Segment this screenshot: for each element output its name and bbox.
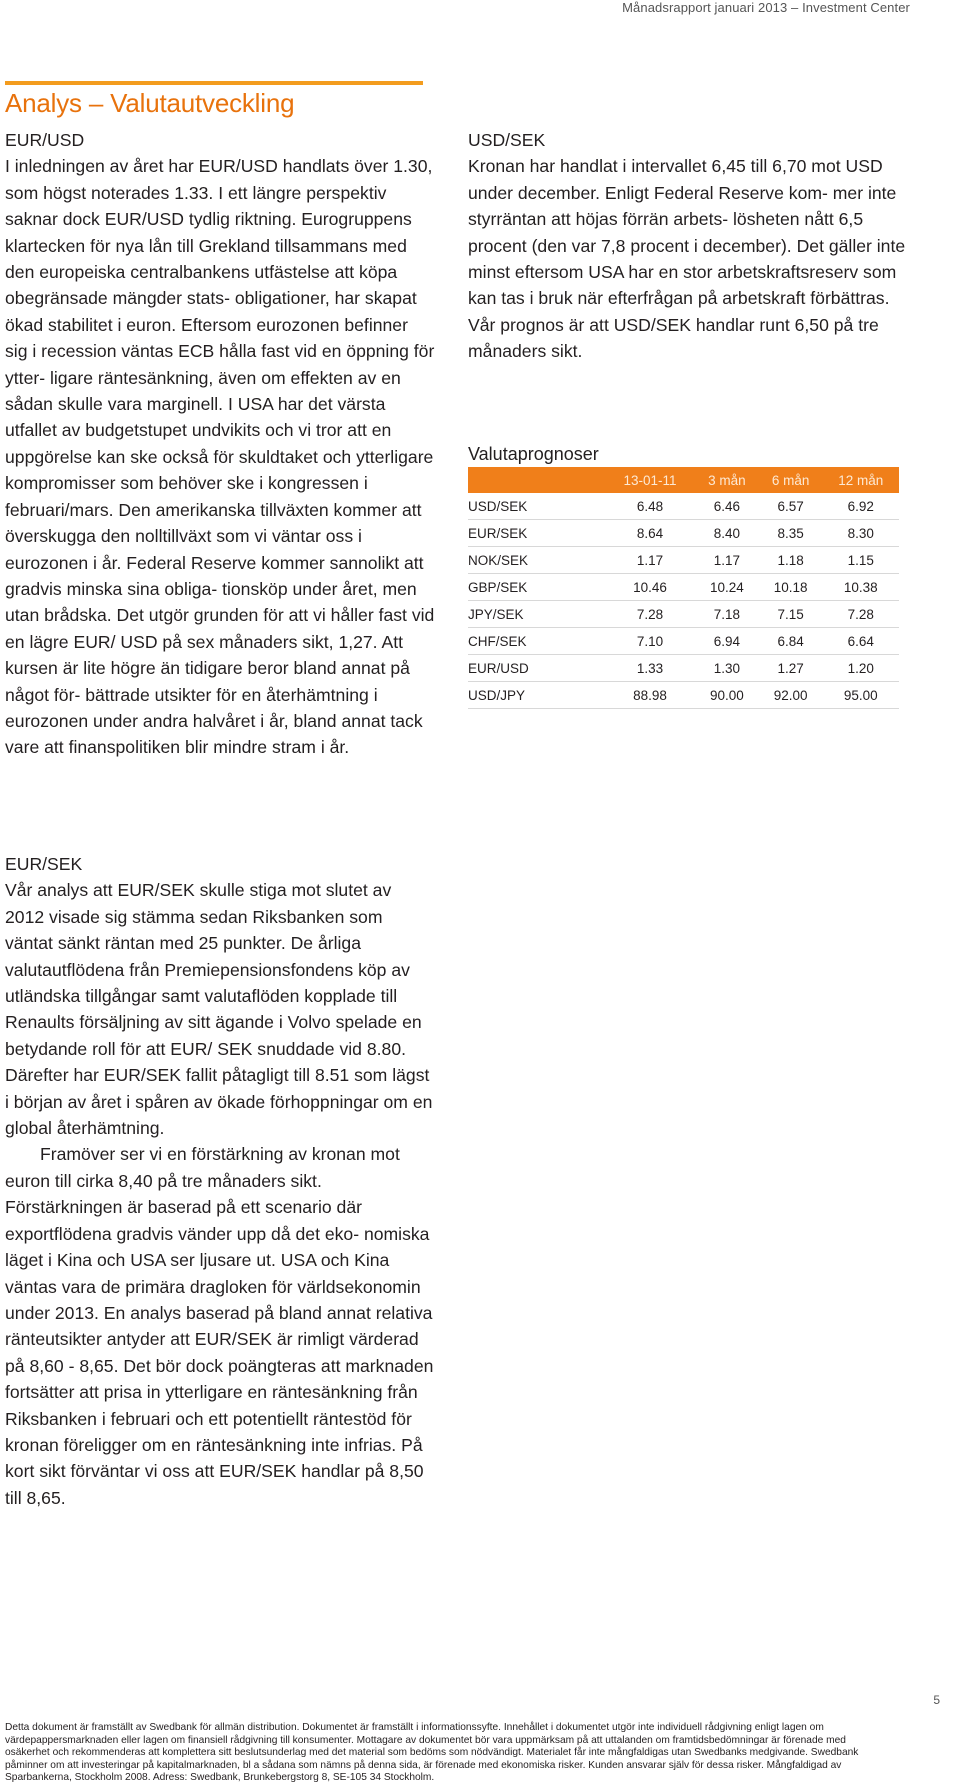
currency-pair-cell: CHF/SEK bbox=[468, 628, 605, 655]
forecast-value-cell: 7.10 bbox=[605, 628, 695, 655]
forecast-value-cell: 6.64 bbox=[823, 628, 900, 655]
forecast-value-cell: 6.92 bbox=[823, 493, 900, 520]
page-number: 5 bbox=[933, 1693, 940, 1707]
forecast-value-cell: 7.15 bbox=[759, 601, 823, 628]
forecast-value-cell: 1.27 bbox=[759, 655, 823, 682]
column-header: 3 mån bbox=[695, 467, 759, 493]
currency-pair-cell: EUR/SEK bbox=[468, 520, 605, 547]
eurusd-section bbox=[5, 127, 435, 761]
usdsek-section bbox=[468, 127, 908, 365]
currency-pair-cell: GBP/SEK bbox=[468, 574, 605, 601]
currency-pair-cell: EUR/USD bbox=[468, 655, 605, 682]
forecast-value-cell: 7.28 bbox=[605, 601, 695, 628]
forecast-value-cell: 1.15 bbox=[823, 547, 900, 574]
forecast-value-cell: 90.00 bbox=[695, 682, 759, 709]
table-row bbox=[468, 520, 899, 547]
currency-pair-cell: JPY/SEK bbox=[468, 601, 605, 628]
usdsek-body: Kronan har handlat i intervallet 6,45 till 6,70 mot USD under december. Enligt Federal Reserve kom- mer inte styrräntan att höjas förrän arbets- lösheten nått 6,5 procent (den var 7,8 procent i december). Det gäller inte minst eftersom USA har en stor arbetskraftsreserv som kan tas i bruk när efterfrågan på arbetskraft förbättras. Vår prognos är att USD/SEK handlar runt 6,50 på tre månaders sikt. bbox=[468, 156, 906, 362]
forecast-value-cell: 1.17 bbox=[605, 547, 695, 574]
forecast-table-title: Valutaprognoser bbox=[468, 444, 599, 464]
eurusd-heading: EUR/USD bbox=[5, 130, 85, 150]
eursek-body: Vår analys att EUR/SEK skulle stiga mot slutet av 2012 visade sig stämma sedan Riksbanken som väntat sänkt räntan med 25 punkter. De årliga valutautflödena från Premiepensionsfondens köp av utländska tillgångar samt valutaflöden kopplade till Renaults försäljning av sitt ägande i Volvo spelade en betydande roll för att EUR/ SEK snuddade vid 8.80. Därefter har EUR/SEK fallit påtagligt till 8.51 som lägst i början av året i spåren av ökade förhoppningar om en global återhämtning. bbox=[5, 880, 433, 1139]
eurusd-body: I inledningen av året har EUR/USD handlats över 1.30, som högst noterades 1.33. I ett längre perspektiv saknar dock EUR/USD tydlig riktning. Eurogruppens klartecken för nya lån till Grekland tillsammans med den europeiska centralbankens utfästelse att köpa obegränsade mängder stats- obligationer, har skapat ökad stabilitet i euron. Eftersom eurozonen befinner sig i recession väntas ECB hålla fast vid en öppning för ytter- ligare räntesänkning, även om effekten av en sådan skulle vara marginell. I USA har det värsta utfallet av budgetstupet undvikits och vi tror att en uppgörelse kan ske också för skuldtaket och ytterligare kompromisser som behöver ske i kongressen i februari/mars. Den amerikanska tillväxten kommer att överskugga den nolltillväxt som vi väntar oss i eurozonen i år. Federal Reserve kommer sannolikt att gradvis minska sina obliga- tionsköp under året, men utan brådska. Det utgör grunden för att vi håller fast vid en lägre EUR/ USD på sex månaders sikt, 1,27. Att kursen är lite högre än tidigare beror bland annat på något för- bättrade utsikter för en återhämtning i eurozonen under andra halvåret i år, bland annat tack vare att finanspolitiken blir mindre stram i år. bbox=[5, 156, 435, 758]
currency-pair-cell: NOK/SEK bbox=[468, 547, 605, 574]
forecast-value-cell: 6.46 bbox=[695, 493, 759, 520]
title-accent-rule bbox=[5, 81, 423, 85]
eursek-body-2: Framöver ser vi en förstärkning av kronan mot euron till cirka 8,40 på tre månaders sikt. Förstärkningen är baserad på ett scenario där exportflödena gradvis vänder upp då det eko- nomiska läget i Kina och USA ser ljusare ut. USA och Kina väntas vara de primära dragloken för världsekonomin under 2013. En analys baserad på bland annat relativa ränteutsikter antyder att EUR/SEK är rimligt värderad på 8,60 - 8,65. Det bör dock poängteras att marknaden fortsätter att prisa in ytterligare en räntesänkning från Riksbanken i februari och ett potentiellt räntestöd för kronan föreligger om en räntesänkning inte infrias. På kort sikt förväntar vi oss att EUR/SEK handlar på 8,50 till 8,65. bbox=[5, 1144, 434, 1508]
forecast-value-cell: 6.48 bbox=[605, 493, 695, 520]
column-header: 12 mån bbox=[823, 467, 900, 493]
forecast-table-header bbox=[468, 467, 899, 493]
column-header: 13-01-11 bbox=[605, 467, 695, 493]
eursek-section bbox=[5, 851, 435, 1511]
legal-disclaimer: Detta dokument är framställt av Swedbank för allmän distribution. Dokumentet är framställt i informationssyfte. Innehållet i dokumentet utgör inte individuell rådgivning enligt lagen om värdepappersmarknaden eller lagen om finansiell rådgivning till konsumenter. Mottagare av dokumentet bör vara uppmärksam på att uttalanden om framtidsbedömningar är förenade med osäkerhet och rekommenderas att komplettera sitt beslutsunderlag med det material som bedöms som nödvändigt. Materialet får inte mångfaldigas utan Swedbanks medgivande. Swedbank påminner om att investeringar på kapitalmarknaden, bl a sådana som nämns på denna sida, är förenade med ekonomiska risker. Kunden ansvarar själv för dessa risker. Mångfaldigad av Sparbankerna, Stockholm 2008. Adress: Swedbank, Brunkebergstorg 8, SE-105 34 Stockholm. bbox=[5, 1722, 859, 1783]
column-header: 6 mån bbox=[759, 467, 823, 493]
forecast-value-cell: 10.18 bbox=[759, 574, 823, 601]
forecast-value-cell: 8.35 bbox=[759, 520, 823, 547]
forecast-value-cell: 1.20 bbox=[823, 655, 900, 682]
table-row bbox=[468, 682, 899, 709]
table-row bbox=[468, 655, 899, 682]
forecast-value-cell: 6.84 bbox=[759, 628, 823, 655]
forecast-value-cell: 7.28 bbox=[823, 601, 900, 628]
forecast-value-cell: 92.00 bbox=[759, 682, 823, 709]
table-row bbox=[468, 628, 899, 655]
forecast-value-cell: 8.64 bbox=[605, 520, 695, 547]
forecast-value-cell: 88.98 bbox=[605, 682, 695, 709]
table-row bbox=[468, 574, 899, 601]
header-blank-cell bbox=[468, 467, 605, 493]
forecast-value-cell: 10.24 bbox=[695, 574, 759, 601]
table-row bbox=[468, 547, 899, 574]
forecast-value-cell: 8.40 bbox=[695, 520, 759, 547]
table-row bbox=[468, 601, 899, 628]
forecast-value-cell: 95.00 bbox=[823, 682, 900, 709]
forecast-value-cell: 6.57 bbox=[759, 493, 823, 520]
forecast-value-cell: 1.30 bbox=[695, 655, 759, 682]
forecast-value-cell: 8.30 bbox=[823, 520, 900, 547]
forecast-value-cell: 6.94 bbox=[695, 628, 759, 655]
page-title: Analys – Valutautveckling bbox=[5, 88, 295, 118]
forecast-value-cell: 1.18 bbox=[759, 547, 823, 574]
forecast-value-cell: 1.17 bbox=[695, 547, 759, 574]
running-header: Månadsrapport januari 2013 – Investment Center bbox=[622, 0, 910, 15]
forecast-table bbox=[468, 467, 899, 709]
forecast-value-cell: 10.46 bbox=[605, 574, 695, 601]
forecast-value-cell: 7.18 bbox=[695, 601, 759, 628]
forecast-value-cell: 10.38 bbox=[823, 574, 900, 601]
currency-pair-cell: USD/JPY bbox=[468, 682, 605, 709]
eursek-heading: EUR/SEK bbox=[5, 854, 83, 874]
usdsek-heading: USD/SEK bbox=[468, 130, 546, 150]
forecast-value-cell: 1.33 bbox=[605, 655, 695, 682]
table-row bbox=[468, 493, 899, 520]
currency-pair-cell: USD/SEK bbox=[468, 493, 605, 520]
